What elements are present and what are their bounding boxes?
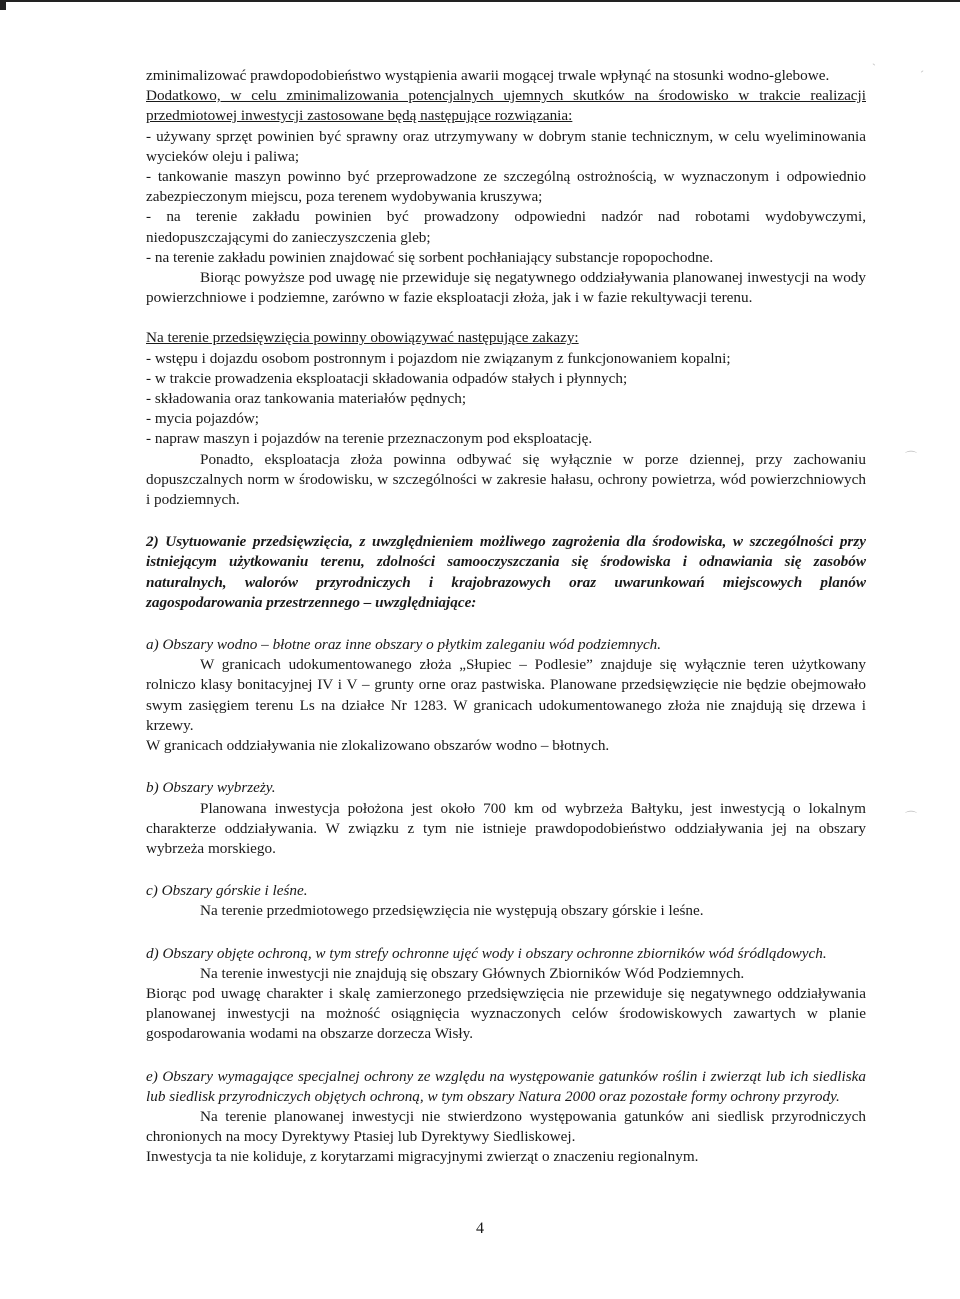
- subsection-a-title: a) Obszary wodno – błotne oraz inne obszary o płytkim zaleganiu wód podziemnych.: [146, 636, 662, 654]
- prohibitions-heading: Na terenie przedsięwzięcia powinny obowiązywać następujące zakazy:: [146, 329, 579, 347]
- subsection-d-text-1: Na terenie inwestycji nie znajdują się obszary Głównych Zbiorników Wód Podziemnych.: [200, 964, 745, 982]
- prohibition-4: - mycia pojazdów;: [146, 410, 260, 428]
- scan-speck: ˏ: [872, 52, 876, 66]
- subsection-d-text-2: Biorąc pod uwagę charakter i skalę zamierzonego przedsięwzięcia nie przewiduje się negatywnego oddziaływania planowanej inwestycji na możność osiągnięcia wyznaczonych celów środowiskowych zawartych w planie gospodarowania wodami na obszarze dorzecza Wisły.: [146, 984, 866, 1043]
- subsection-a-text-1: W granicach udokumentowanego złoża „Słupiec – Podlesie” znajduje się wyłącznie teren użytkowany rolniczo klasy bonitacyjnej IV i V – grunty orne oraz pastwiska. Planowane przedsięwzięcie nie będzie obejmowało swym zasięgiem terenu Ls na działce Nr 1283. W granicach udokumentowanego złoża nie znajdują się drzewa i krzewy.: [146, 656, 866, 734]
- paragraph-daytime-operation: Ponadto, eksploatacja złoża powinna odbywać się wyłącznie w porze dziennej, przy zachowaniu dopuszczalnych norm w środowisku, w szczególności w zakresie hałasu, ochrony powietrza, wód powierzchniowych i podziemnych.: [146, 450, 866, 509]
- subsection-b-title: b) Obszary wybrzeży.: [146, 779, 276, 797]
- subsection-b-text: Planowana inwestycja położona jest około 700 km od wybrzeża Bałtyku, jest inwestycją o lokalnym charakterze oddziaływania. W związku z tym nie istnieje prawdopodobieństwo oddziaływania jej na obszary wybrzeża morskiego.: [146, 799, 866, 857]
- prohibition-2: - w trakcie prowadzenia eksploatacji składowania odpadów stałych i płynnych;: [146, 369, 628, 387]
- paragraph-conclusion-water: Biorąc powyższe pod uwagę nie przewiduje się negatywnego oddziaływania planowanej inwestycji na wody powierzchniowe i podziemne, zarówno w fazie eksploatacji złoża, jak i w fazie rekultywacji terenu.: [146, 269, 866, 307]
- subsection-c-text: Na terenie przedmiotowego przedsięwzięcia nie występują obszary górskie i leśne.: [200, 902, 704, 920]
- subsection-e-text-2: Inwestycja ta nie koliduje, z korytarzami migracyjnymi zwierząt o znaczeniu regionalnym.: [146, 1148, 699, 1166]
- section-2-heading: 2) Usytuowanie przedsięwzięcia, z uwzględnieniem możliwego zagrożenia dla środowiska, w szczególności przy istniejącym użytkowaniu terenu, zdolności samooczyszczania się środowiska i odnawiania się zasobów naturalnych, walorów przyrodniczych i krajobrazowych oraz uwarunkowań miejscowych planów zagospodarowania przestrzennego – uwzględniające:: [146, 533, 866, 611]
- bullet-supervision: - na terenie zakładu powinien być prowadzony odpowiedni nadzór nad robotami wydobywczymi, niedopuszczającymi do zanieczyszczenia gleb;: [146, 208, 866, 246]
- subsection-e-title: e) Obszary wymagające specjalnej ochrony ze względu na występowanie gatunków roślin i zwierząt lub ich siedliska lub siedlisk przyrodniczych objętych ochroną, w tym obszary Natura 2000 oraz pozostałe formy ochrony przyrody.: [146, 1067, 866, 1105]
- subsection-e-text-1: Na terenie planowanej inwestycji nie stwierdzono występowania gatunków ani siedlisk przyrodniczych chronionych na mocy Dyrektywy Ptasiej lub Dyrektywy Siedliskowej.: [146, 1107, 866, 1146]
- prohibition-5: - napraw maszyn i pojazdów na terenie przeznaczonym pod eksploatację.: [146, 430, 593, 448]
- prohibition-1: - wstępu i dojazdu osobom postronnym i pojazdom nie związanym z funkcjonowaniem kopalni;: [146, 349, 731, 367]
- scan-border: [0, 0, 960, 10]
- bullet-refueling: - tankowanie maszyn powinno być przeprowadzone ze szczególną ostrożnością, w wyznaczonym i odpowiednio zabezpieczonym miejscu, poza terenem wydobywania kruszywa;: [146, 168, 866, 206]
- paragraph-mitigation-intro: Dodatkowo, w celu zminimalizowania potencjalnych ujemnych skutków na środowisko w trakcie realizacji przedmiotowej inwestycji zastosowane będą następujące rozwiązania:: [146, 87, 866, 125]
- bullet-equipment: - używany sprzęt powinien być sprawny oraz utrzymywany w dobrym stanie technicznym, w celu wyeliminowania wycieków oleju i paliwa;: [146, 127, 866, 165]
- scan-speck: ⌒: [905, 810, 918, 824]
- document-page: [146, 66, 866, 1168]
- paragraph-1: zminimalizować prawdopodobieństwo wystąpienia awarii mogącej trwale wpłynąć na stosunki wodno-glebowe.: [146, 67, 830, 84]
- bullet-sorbent: - na terenie zakładu powinien znajdować się sorbent pochłaniający substancje ropopochodne.: [146, 248, 714, 266]
- subsection-a-text-2: W granicach oddziaływania nie zlokalizowano obszarów wodno – błotnych.: [146, 737, 610, 755]
- subsection-c-title: c) Obszary górskie i leśne.: [146, 882, 308, 900]
- page-number: 4: [476, 1220, 484, 1237]
- prohibition-3: - składowania oraz tankowania materiałów pędnych;: [146, 390, 467, 408]
- subsection-d-title: d) Obszary objęte ochroną, w tym strefy ochronne ujęć wody i obszary ochronne zbiorników wód śródlądowych.: [146, 944, 827, 962]
- scan-speck: ˊ: [920, 68, 924, 82]
- scan-speck: ⌒: [905, 450, 918, 464]
